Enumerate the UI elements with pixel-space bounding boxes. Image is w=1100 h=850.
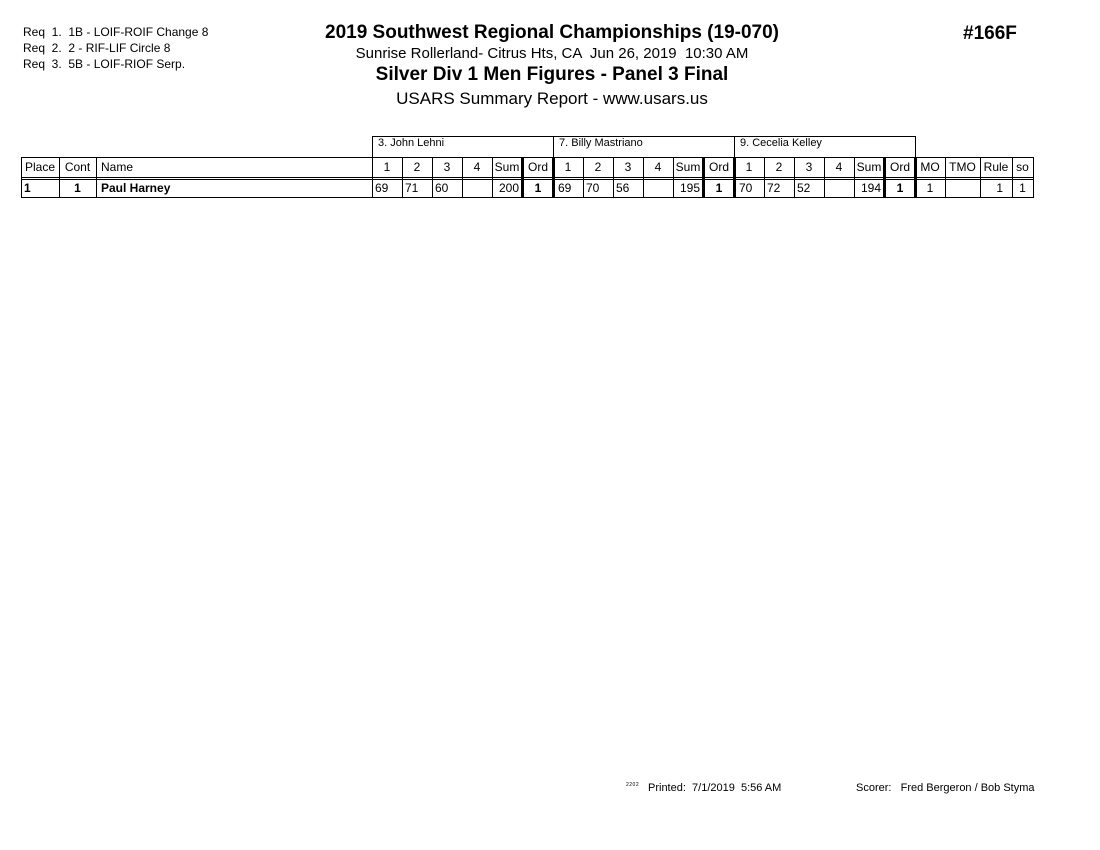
grid-line — [945, 157, 946, 198]
col-j1-ord: Ord — [527, 160, 548, 174]
col-j1-fig1: 1 — [383, 160, 391, 174]
place: 1 — [24, 181, 31, 195]
j3-score-2: 72 — [767, 181, 781, 195]
col-j2-fig1: 1 — [564, 160, 572, 174]
grid-line — [21, 179, 1033, 180]
j2-score-3: 56 — [616, 181, 630, 195]
grid-line — [59, 157, 60, 198]
rule-value: 1 — [996, 181, 1003, 195]
grid-line — [643, 157, 644, 198]
j2-score-1: 69 — [558, 181, 572, 195]
grid-line-thick — [914, 157, 917, 198]
requirement-1: Req 1. 1B - LOIF-ROIF Change 8 — [23, 25, 209, 39]
j1-ord: 1 — [534, 181, 542, 195]
col-mo: MO — [920, 160, 940, 174]
j2-score-2: 70 — [586, 181, 600, 195]
grid-line — [372, 136, 373, 157]
skater-name: Paul Harney — [101, 181, 171, 195]
j1-score-2: 71 — [405, 181, 419, 195]
col-j1-fig3: 3 — [443, 160, 451, 174]
grid-line-thick — [883, 157, 886, 198]
j1-score-3: 60 — [435, 181, 449, 195]
judge-header-1: 3. John Lehni — [378, 137, 445, 149]
grid-line-thick — [552, 157, 555, 198]
col-j2-fig2: 2 — [594, 160, 602, 174]
venue-date: Sunrise Rollerland- Citrus Hts, CA Jun 26, 2019 10:30 AM — [355, 45, 749, 62]
col-rule: Rule — [983, 160, 1009, 174]
grid-line — [824, 157, 825, 198]
mo-value: 1 — [926, 181, 934, 195]
event-number: #166F — [963, 23, 1017, 44]
col-tmo: TMO — [949, 160, 976, 174]
grid-line — [402, 157, 403, 198]
competition-title: 2019 Southwest Regional Championships (19-070) — [325, 22, 779, 43]
j3-score-3: 52 — [797, 181, 811, 195]
j3-score-1: 70 — [739, 181, 753, 195]
tmo-value — [945, 179, 980, 198]
footer-code: 2202 — [626, 782, 640, 788]
scorer-names: Scorer: Fred Bergeron / Bob Styma — [856, 782, 1035, 794]
j2-ord: 1 — [715, 181, 723, 195]
col-name: Name — [101, 160, 134, 174]
grid-line — [372, 157, 373, 198]
col-j3-fig1: 1 — [745, 160, 753, 174]
grid-line — [794, 157, 795, 198]
j2-sum: 195 — [679, 181, 700, 195]
col-j2-fig4: 4 — [654, 160, 662, 174]
grid-line — [764, 157, 765, 198]
grid-line-thick — [702, 157, 705, 198]
grid-line — [734, 136, 735, 157]
j1-score-1: 69 — [375, 181, 389, 195]
grid-line-thick — [521, 157, 524, 198]
judge-header-3: 9. Cecelia Kelley — [740, 137, 822, 149]
cont: 1 — [74, 181, 81, 195]
grid-line — [1012, 157, 1013, 198]
grid-line-thick — [733, 157, 736, 198]
judge-header-2: 7. Billy Mastriano — [559, 137, 643, 149]
col-j1-fig2: 2 — [413, 160, 421, 174]
requirement-2: Req 2. 2 - RIF-LIF Circle 8 — [23, 41, 171, 55]
col-j2-sum: Sum — [675, 160, 701, 174]
printed-timestamp: Printed: 7/1/2019 5:56 AM — [648, 782, 782, 794]
col-cont: Cont — [64, 160, 91, 174]
requirement-3: Req 3. 5B - LOIF-RIOF Serp. — [23, 57, 186, 71]
grid-line — [613, 157, 614, 198]
col-place: Place — [24, 160, 56, 174]
grid-line — [583, 157, 584, 198]
grid-line — [854, 157, 855, 198]
col-j3-sum: Sum — [856, 160, 882, 174]
col-j3-fig2: 2 — [775, 160, 783, 174]
j3-sum: 194 — [860, 181, 881, 195]
grid-line — [673, 157, 674, 198]
so-value: 1 — [1019, 181, 1026, 195]
grid-line — [492, 157, 493, 198]
col-j3-fig4: 4 — [835, 160, 843, 174]
col-j2-ord: Ord — [708, 160, 729, 174]
j2-score-4 — [643, 179, 673, 198]
grid-line — [21, 177, 1033, 178]
grid-line — [372, 136, 916, 137]
grid-line — [432, 157, 433, 198]
grid-line — [915, 136, 916, 157]
grid-line — [553, 136, 554, 157]
grid-line — [462, 157, 463, 198]
j1-sum: 200 — [498, 181, 519, 195]
col-so: so — [1016, 160, 1029, 174]
grid-line — [96, 157, 97, 198]
j3-score-4 — [824, 179, 854, 198]
grid-line — [21, 157, 22, 198]
grid-line — [21, 157, 1033, 158]
grid-line — [1033, 157, 1034, 198]
col-j1-sum: Sum — [494, 160, 520, 174]
col-j1-fig4: 4 — [473, 160, 481, 174]
report-title: USARS Summary Report - www.usars.us — [396, 89, 708, 108]
j1-score-4 — [462, 179, 492, 198]
j3-ord: 1 — [896, 181, 904, 195]
event-title: Silver Div 1 Men Figures - Panel 3 Final — [375, 64, 729, 85]
col-j3-ord: Ord — [889, 160, 910, 174]
col-j3-fig3: 3 — [805, 160, 813, 174]
col-j2-fig3: 3 — [624, 160, 632, 174]
grid-line — [980, 157, 981, 198]
